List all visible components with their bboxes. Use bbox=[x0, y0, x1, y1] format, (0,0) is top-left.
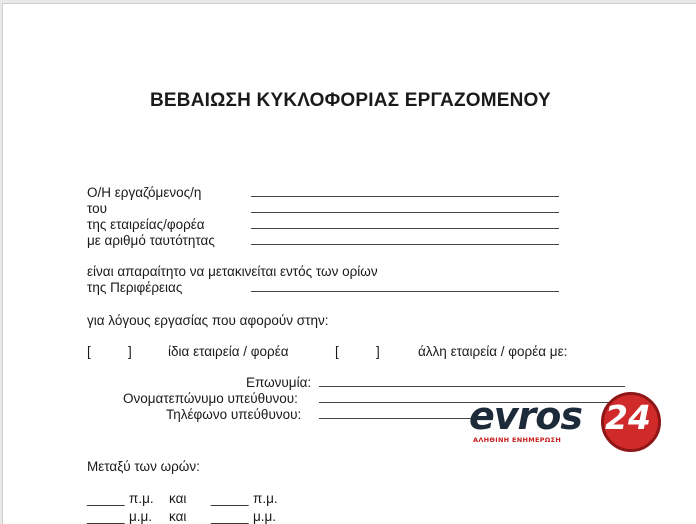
logo-brand: evros bbox=[469, 394, 583, 438]
hours-row1-to-ampm: π.μ. bbox=[253, 491, 278, 506]
business-name-label: Επωνυμία: bbox=[246, 375, 312, 390]
hours-row2-to-blank[interactable]: _____ bbox=[211, 509, 249, 524]
hours-row1-from-ampm: π.μ. bbox=[129, 491, 154, 506]
region-label: της Περιφέρειας bbox=[87, 280, 183, 295]
needs-move-text: είναι απαραίτητο να μετακινείται εντός των ορίων bbox=[87, 264, 378, 279]
logo-number: 24 bbox=[605, 398, 651, 437]
employee-name-field[interactable] bbox=[251, 196, 559, 197]
employee-label: Ο/Η εργαζόμενος/η bbox=[87, 185, 202, 200]
same-company-checkbox-open[interactable]: [ bbox=[87, 344, 91, 359]
hours-row1-and: και bbox=[169, 491, 187, 506]
hours-row2-and: και bbox=[169, 509, 187, 524]
work-reasons-label: για λόγους εργασίας που αφορούν στην: bbox=[87, 313, 329, 328]
of-label: του bbox=[87, 201, 108, 216]
document-page bbox=[2, 3, 696, 524]
business-name-field[interactable] bbox=[319, 386, 625, 387]
id-number-field[interactable] bbox=[251, 244, 559, 245]
hours-row1-from-blank[interactable]: _____ bbox=[87, 491, 125, 506]
other-company-label: άλλη εταιρεία / φορέα με: bbox=[418, 344, 568, 359]
same-company-label: ίδια εταιρεία / φορέα bbox=[168, 344, 289, 359]
responsible-phone-label: Τηλέφωνο υπεύθυνου: bbox=[166, 407, 302, 422]
hours-row1-to-blank[interactable]: _____ bbox=[211, 491, 249, 506]
hours-row2-to-ampm: μ.μ. bbox=[253, 509, 277, 524]
hours-row2-from-blank[interactable]: _____ bbox=[87, 509, 125, 524]
region-field[interactable] bbox=[251, 291, 559, 292]
logo-tagline: ΑΛΗΘΙΝΗ ΕΝΗΜΕΡΩΣΗ bbox=[473, 436, 562, 444]
company-field[interactable] bbox=[251, 228, 559, 229]
responsible-phone-field[interactable] bbox=[319, 418, 479, 419]
responsible-name-label: Ονοματεπώνυμο υπεύθυνου: bbox=[123, 391, 298, 406]
other-company-checkbox-close[interactable]: ] bbox=[376, 344, 380, 359]
evros24-logo bbox=[469, 392, 665, 450]
same-company-checkbox-close[interactable]: ] bbox=[128, 344, 132, 359]
id-number-label: με αριθμό ταυτότητας bbox=[87, 233, 215, 248]
between-hours-label: Μεταξύ των ωρών: bbox=[87, 459, 200, 474]
document-title: ΒΕΒΑΙΩΣΗ ΚΥΚΛΟΦΟΡΙΑΣ ΕΡΓΑΖΟΜΕΝΟΥ bbox=[150, 90, 551, 111]
company-label: της εταιρείας/φορέα bbox=[87, 217, 205, 232]
father-name-field[interactable] bbox=[251, 212, 559, 213]
hours-row2-from-ampm: μ.μ. bbox=[129, 509, 153, 524]
other-company-checkbox-open[interactable]: [ bbox=[335, 344, 339, 359]
